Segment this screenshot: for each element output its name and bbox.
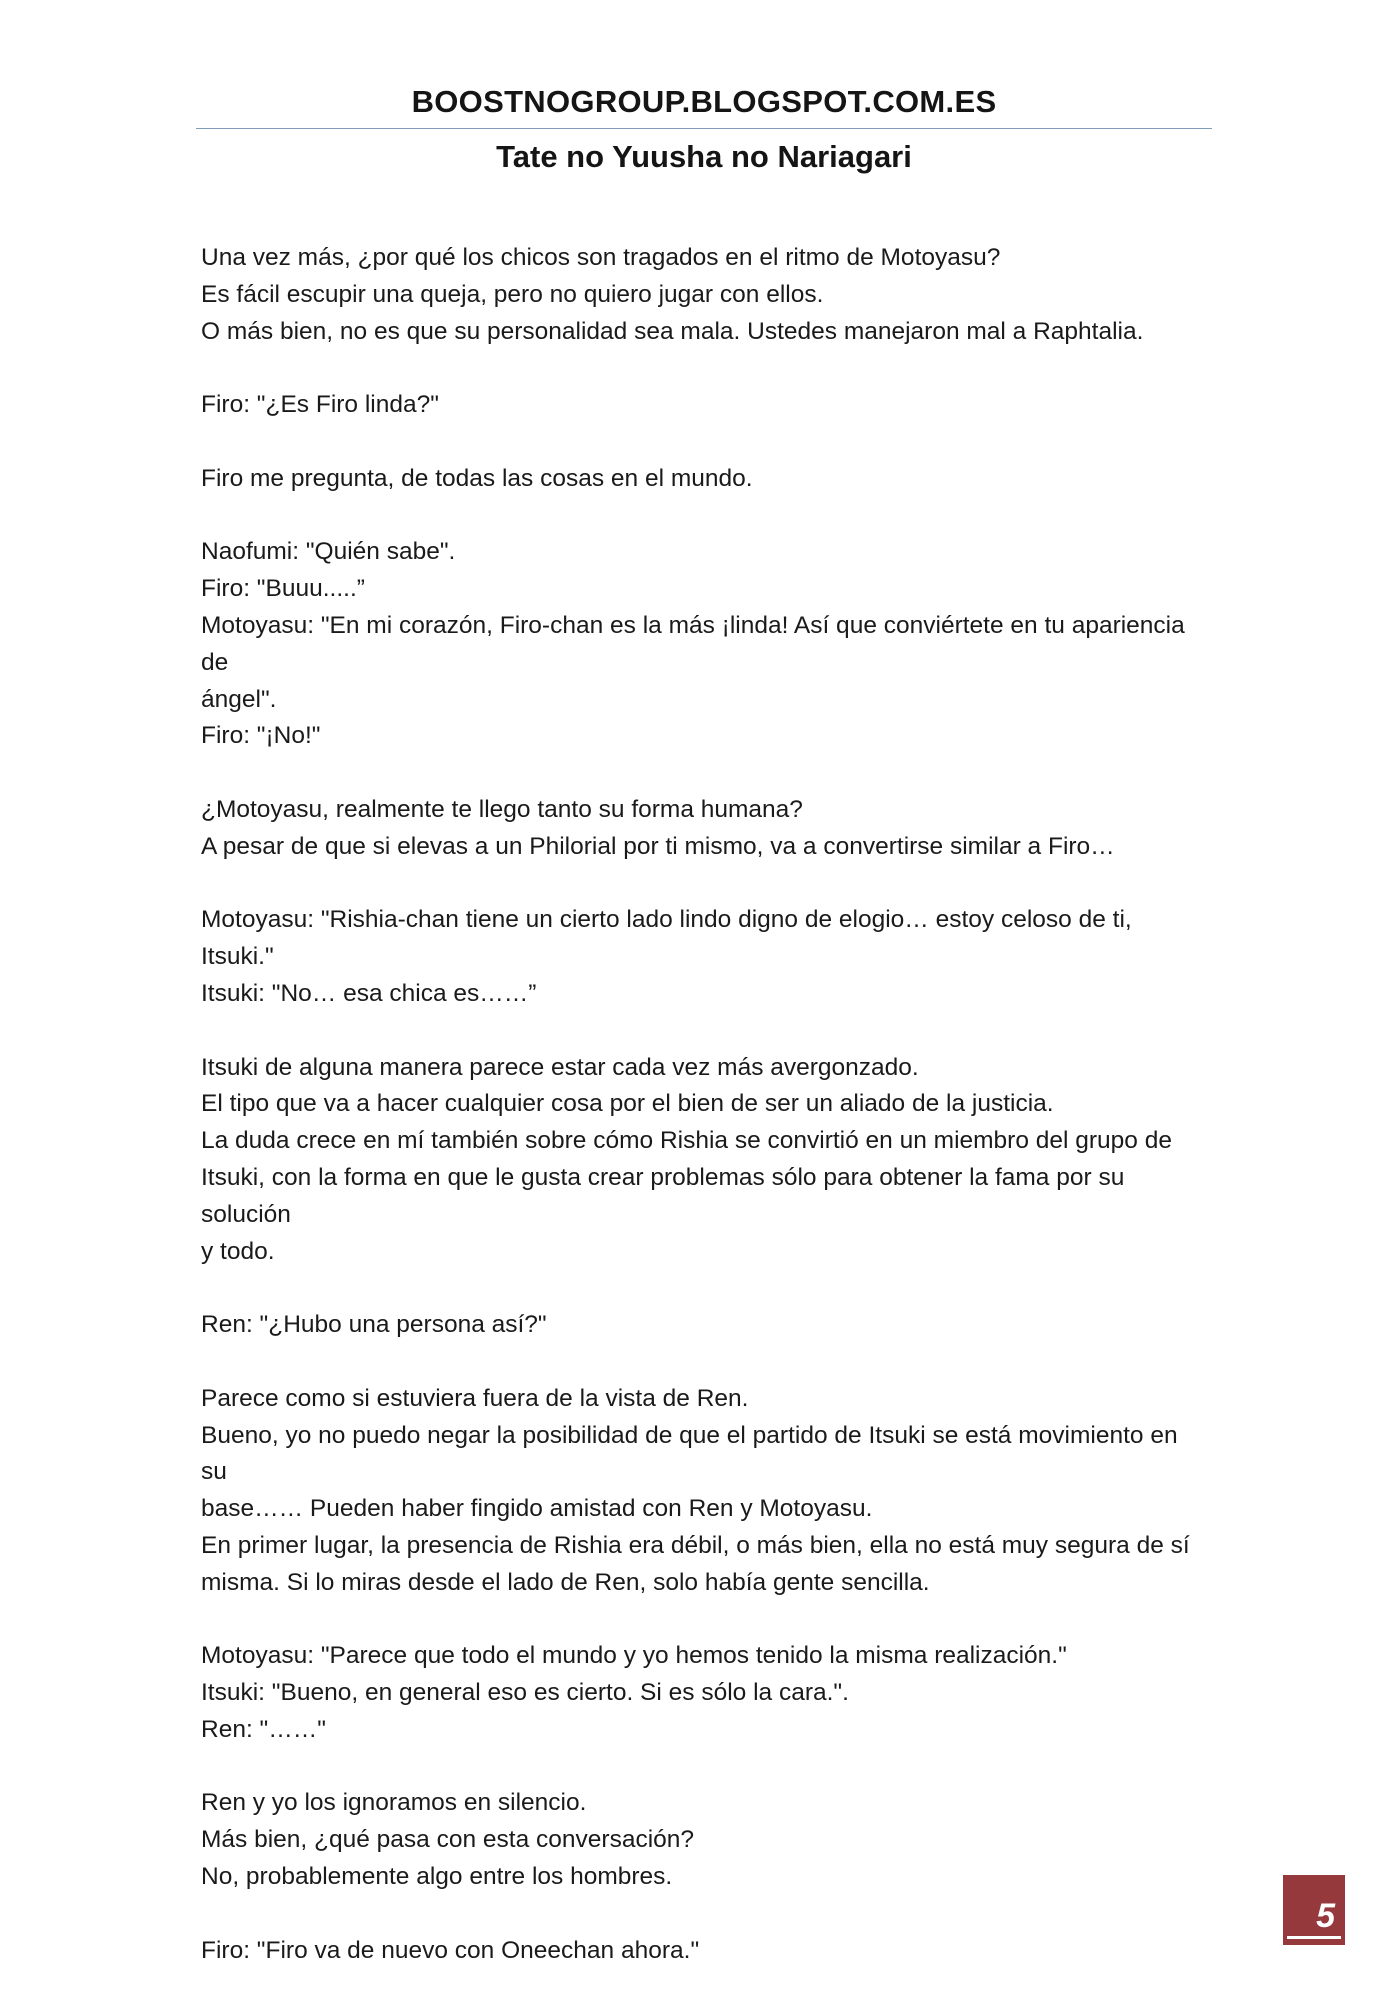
- document-title: Tate no Yuusha no Nariagari: [496, 139, 912, 174]
- page-number-underline: [1287, 1936, 1341, 1939]
- paragraph: [201, 792, 1201, 866]
- text-line: O más bien, no es que su personalidad sea mala. Ustedes manejaron mal a Raphtalia.: [201, 317, 1144, 345]
- paragraph: [201, 1307, 1201, 1344]
- text-line: Motoyasu: "En mi corazón, Firo-chan es la más ¡linda! Así que conviértete en tu apariencia de: [201, 611, 1185, 676]
- paragraph: [201, 240, 1201, 350]
- paragraph: [201, 1381, 1201, 1602]
- paragraph: [201, 461, 1201, 498]
- text-line: Firo: "Firo va de nuevo con Oneechan ahora.": [201, 1936, 700, 1964]
- text-line: Itsuki: "No… esa chica es……”: [201, 979, 537, 1007]
- text-line: En primer lugar, la presencia de Rishia era débil, o más bien, ella no está muy segura de sí: [201, 1531, 1190, 1559]
- paragraph: [201, 534, 1201, 755]
- page-header: [196, 82, 1212, 177]
- text-line: misma. Si lo miras desde el lado de Ren, solo había gente sencilla.: [201, 1568, 930, 1596]
- text-line: Bueno, yo no puedo negar la posibilidad de que el partido de Itsuki se está movimiento en su: [201, 1421, 1178, 1486]
- text-line: y todo.: [201, 1237, 275, 1265]
- paragraph: [201, 1785, 1201, 1895]
- text-line: Firo: "Buuu.....”: [201, 575, 365, 603]
- text-line: Ren: "¿Hubo una persona así?": [201, 1311, 547, 1339]
- text-line: A pesar de que si elevas a un Philorial por ti mismo, va a convertirse similar a Firo…: [201, 832, 1115, 860]
- text-line: Más bien, ¿qué pasa con esta conversación?: [201, 1826, 695, 1854]
- text-line: Itsuki de alguna manera parece estar cada vez más avergonzado.: [201, 1053, 919, 1081]
- site-name: BOOSTNOGROUP.BLOGSPOT.COM.ES: [411, 84, 997, 119]
- page-number: 5: [1316, 1897, 1335, 1935]
- document-body: [201, 240, 1201, 2006]
- text-line: Motoyasu: "Parece que todo el mundo y yo hemos tenido la misma realización.": [201, 1642, 1067, 1670]
- paragraph: [201, 1638, 1201, 1748]
- text-line: Ren y yo los ignoramos en silencio.: [201, 1789, 587, 1817]
- text-line: ángel".: [201, 685, 277, 713]
- text-line: La duda crece en mí también sobre cómo Rishia se convirtió en un miembro del grupo de: [201, 1127, 1172, 1155]
- text-line: Itsuki: "Bueno, en general eso es cierto. Si es sólo la cara.".: [201, 1679, 849, 1707]
- text-line: No, probablemente algo entre los hombres.: [201, 1863, 673, 1891]
- text-line: Es fácil escupir una queja, pero no quiero jugar con ellos.: [201, 280, 824, 308]
- text-line: Ren: "……": [201, 1715, 326, 1743]
- text-line: Firo me pregunta, de todas las cosas en el mundo.: [201, 464, 753, 492]
- text-line: Motoyasu: "Rishia-chan tiene un cierto lado lindo digno de elogio… estoy celoso de ti, Itsuki.": [201, 906, 1132, 971]
- header-rule: [196, 128, 1212, 129]
- text-line: Firo: "¡No!": [201, 722, 321, 750]
- paragraph: [201, 902, 1201, 1012]
- page-number-badge: [1283, 1875, 1345, 1945]
- text-line: ¿Motoyasu, realmente te llego tanto su forma humana?: [201, 795, 803, 823]
- paragraph: [201, 1933, 1201, 1970]
- text-line: El tipo que va a hacer cualquier cosa por el bien de ser un aliado de la justicia.: [201, 1090, 1054, 1118]
- text-line: Itsuki, con la forma en que le gusta crear problemas sólo para obtener la fama por su solución: [201, 1163, 1125, 1228]
- text-line: Parece como si estuviera fuera de la vista de Ren.: [201, 1384, 749, 1412]
- text-line: Firo: "¿Es Firo linda?": [201, 391, 439, 419]
- text-line: base…… Pueden haber fingido amistad con Ren y Motoyasu.: [201, 1495, 873, 1523]
- text-line: Naofumi: "Quién sabe".: [201, 538, 456, 566]
- paragraph: [201, 1050, 1201, 1271]
- text-line: Una vez más, ¿por qué los chicos son tragados en el ritmo de Motoyasu?: [201, 244, 1001, 271]
- paragraph: [201, 387, 1201, 424]
